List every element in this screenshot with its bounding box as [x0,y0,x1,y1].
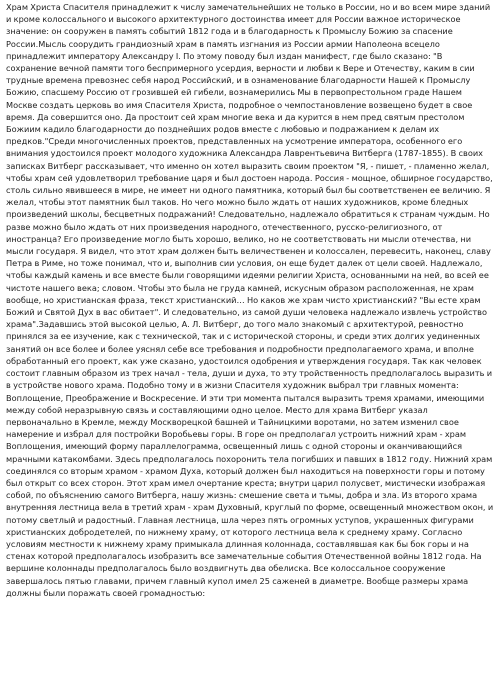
document-body-text: Храм Христа Спасителя принадлежит к числу замечательнейших не только в России, но и во всем мире зданий и кроме колоссального и высокого архитектурного достоинства имеет для России важное историческое значение: он сооружен в память событий 1812 года и в благодарность к Промыслу Божию за спасение России.Мысль соорудить грандиозный храм в память изгнания из России армии Наполеона всецело принадлежит императору Александру I. По этому поводу был издан манифест, где было сказано: "В сохранение вечной памяти того беспримерного усердия, верности и любви к Вере и Отечеству, каким в сии трудные времена превознес себя народ Российский, и в ознаменование благодарности Нашей к Промыслу Божию, спасшему Россию от грозившей ей гибели, вознамерились Мы в первопрестольном граде Нашем Москве создать церковь во имя Спасителя Христа, подробное о чемпостановление возвещено будет в свое время. Да совершится оно. Да простоит сей храм многие века и да курится в нем пред святым престолом Божиим кадило благодарности до позднейших родов вместе с любовью и подражанием к делам их предков."Среди многочисленных проектов, представленных на усмотрение императора, особенного его внимания удостоился проект молодого художника Александра Лаврентьевича Витберга (1787-1855). В своих записках Витберг рассказывает, что именно он хотел выразить своим проектом "Я, - пишет, - пламенно желал, чтобы храм сей удовлетворил требование царя и был достоен народа. Россия - мощное, обширное государство, столь сильно явившееся в мире, не имеет ни одного памятника, который был бы соответственен ее величию. Я желал, чтобы этот памятник был таков. Но чего можно было ждать от наших художников, кроме бледных произведений школы, бесцветных подражаний! Следовательно, надлежало обратиться к странам чуждым. Но разве можно было ждать от них произведения народного, отечественного, русско-религиозного, от иностранца? Его произведение могло быть хорошо, велико, но не соответствовать ни мысли отечества, ни мысли государя. Я видел, что этот храм должен быть величественен и колоссален, перевесить, наконец, славу Петра в Риме, но тоже понимал, что и, выполнив сии условия, он еще будет далек от цели своей. Надлежало, чтобы каждый камень и все вместе были говорящими идеями религии Христа, основанными на ней, во всей ее чистоте нашего века; словом. Чтобы это была не груда камней, искусным образом расположенная, не храм вообще, но христианская фраза, текст христианский… Но каков же храм чисто христианский? "Вы есте храм Божий и Святой Дух в вас обитает". И следовательно, из самой души человека надлежало извлечь устройство храма".Задавшись этой высокой целью, А. Л. Витберг, до того мало знакомый с архитектурой, ревностно принялся за ее изучение, как с технической, так и с исторической стороны, и среди этих долгих уединенных занятий он все более и более уяснял себе все требования и подробности предполагаемого храма, и вполне обработанный его проект, как уже сказано, удостоился одобрения и утверждения государя. Так как человек состоит главным образом из трех начал - тела, души и духа, то эту тройственность предполагалось выразить и в устройстве нового храма. Подобно тому и в жизни Спасителя художник выбрал три главных момента: Воплощение, Преображение и Воскресение. И эти три момента пытался выразить тремя храмами, имеющими между собой неразрывную связь и составляющими одно целое. Место для храма Витберг указал первоначально в Кремле, между Москворецкой башней и Тайницкими воротами, но затем изменил свое намерение и избрал для постройки Воробьевы горы. В горе он предполагал устроить нижний храм - храм Воплощения, имеющий форму параллелограмма, освещенный лишь с одной стороны и оканчивающийся мрачными катакомбами. Здесь предполагалось похоронить тела погибших и павших в 1812 году. Нижний храм соединялся со вторым храмом - храмом Духа, который должен был находиться на поверхности горы и потому был открыт со всех сторон. Этот храм имел очертание креста; внутри царил полусвет, мистически изображая собой, по объяснению самого Витберга, нашу жизнь: смешение света и тьмы, добра и зла. Из второго храма внутренняя лестница вела в третий храм - храм Духовный, круглый по форме, освещенный множеством окон, и потому светлый и радостный. Главная лестница, шла через пять огромных уступов, украшенных фигурами христианских добродетелей, по нижнему храму, от которого лестница вела к среднему храму. Согласно условиям местности к нижнему храму примыкала длинная колоннада, составлявшая как бы бок горы и на стенах которой предполагалось изобразить все замечательные события Отечественной войны 1812 года. На вершине колоннады предполагалось было воздвигнуть два обелиска. Все колоссальное сооружение завершалось пятью главами, причем главный купол имел 25 саженей в диаметре. Вообще размеры храма должны были поражать своей громадностью: [6,2,494,598]
